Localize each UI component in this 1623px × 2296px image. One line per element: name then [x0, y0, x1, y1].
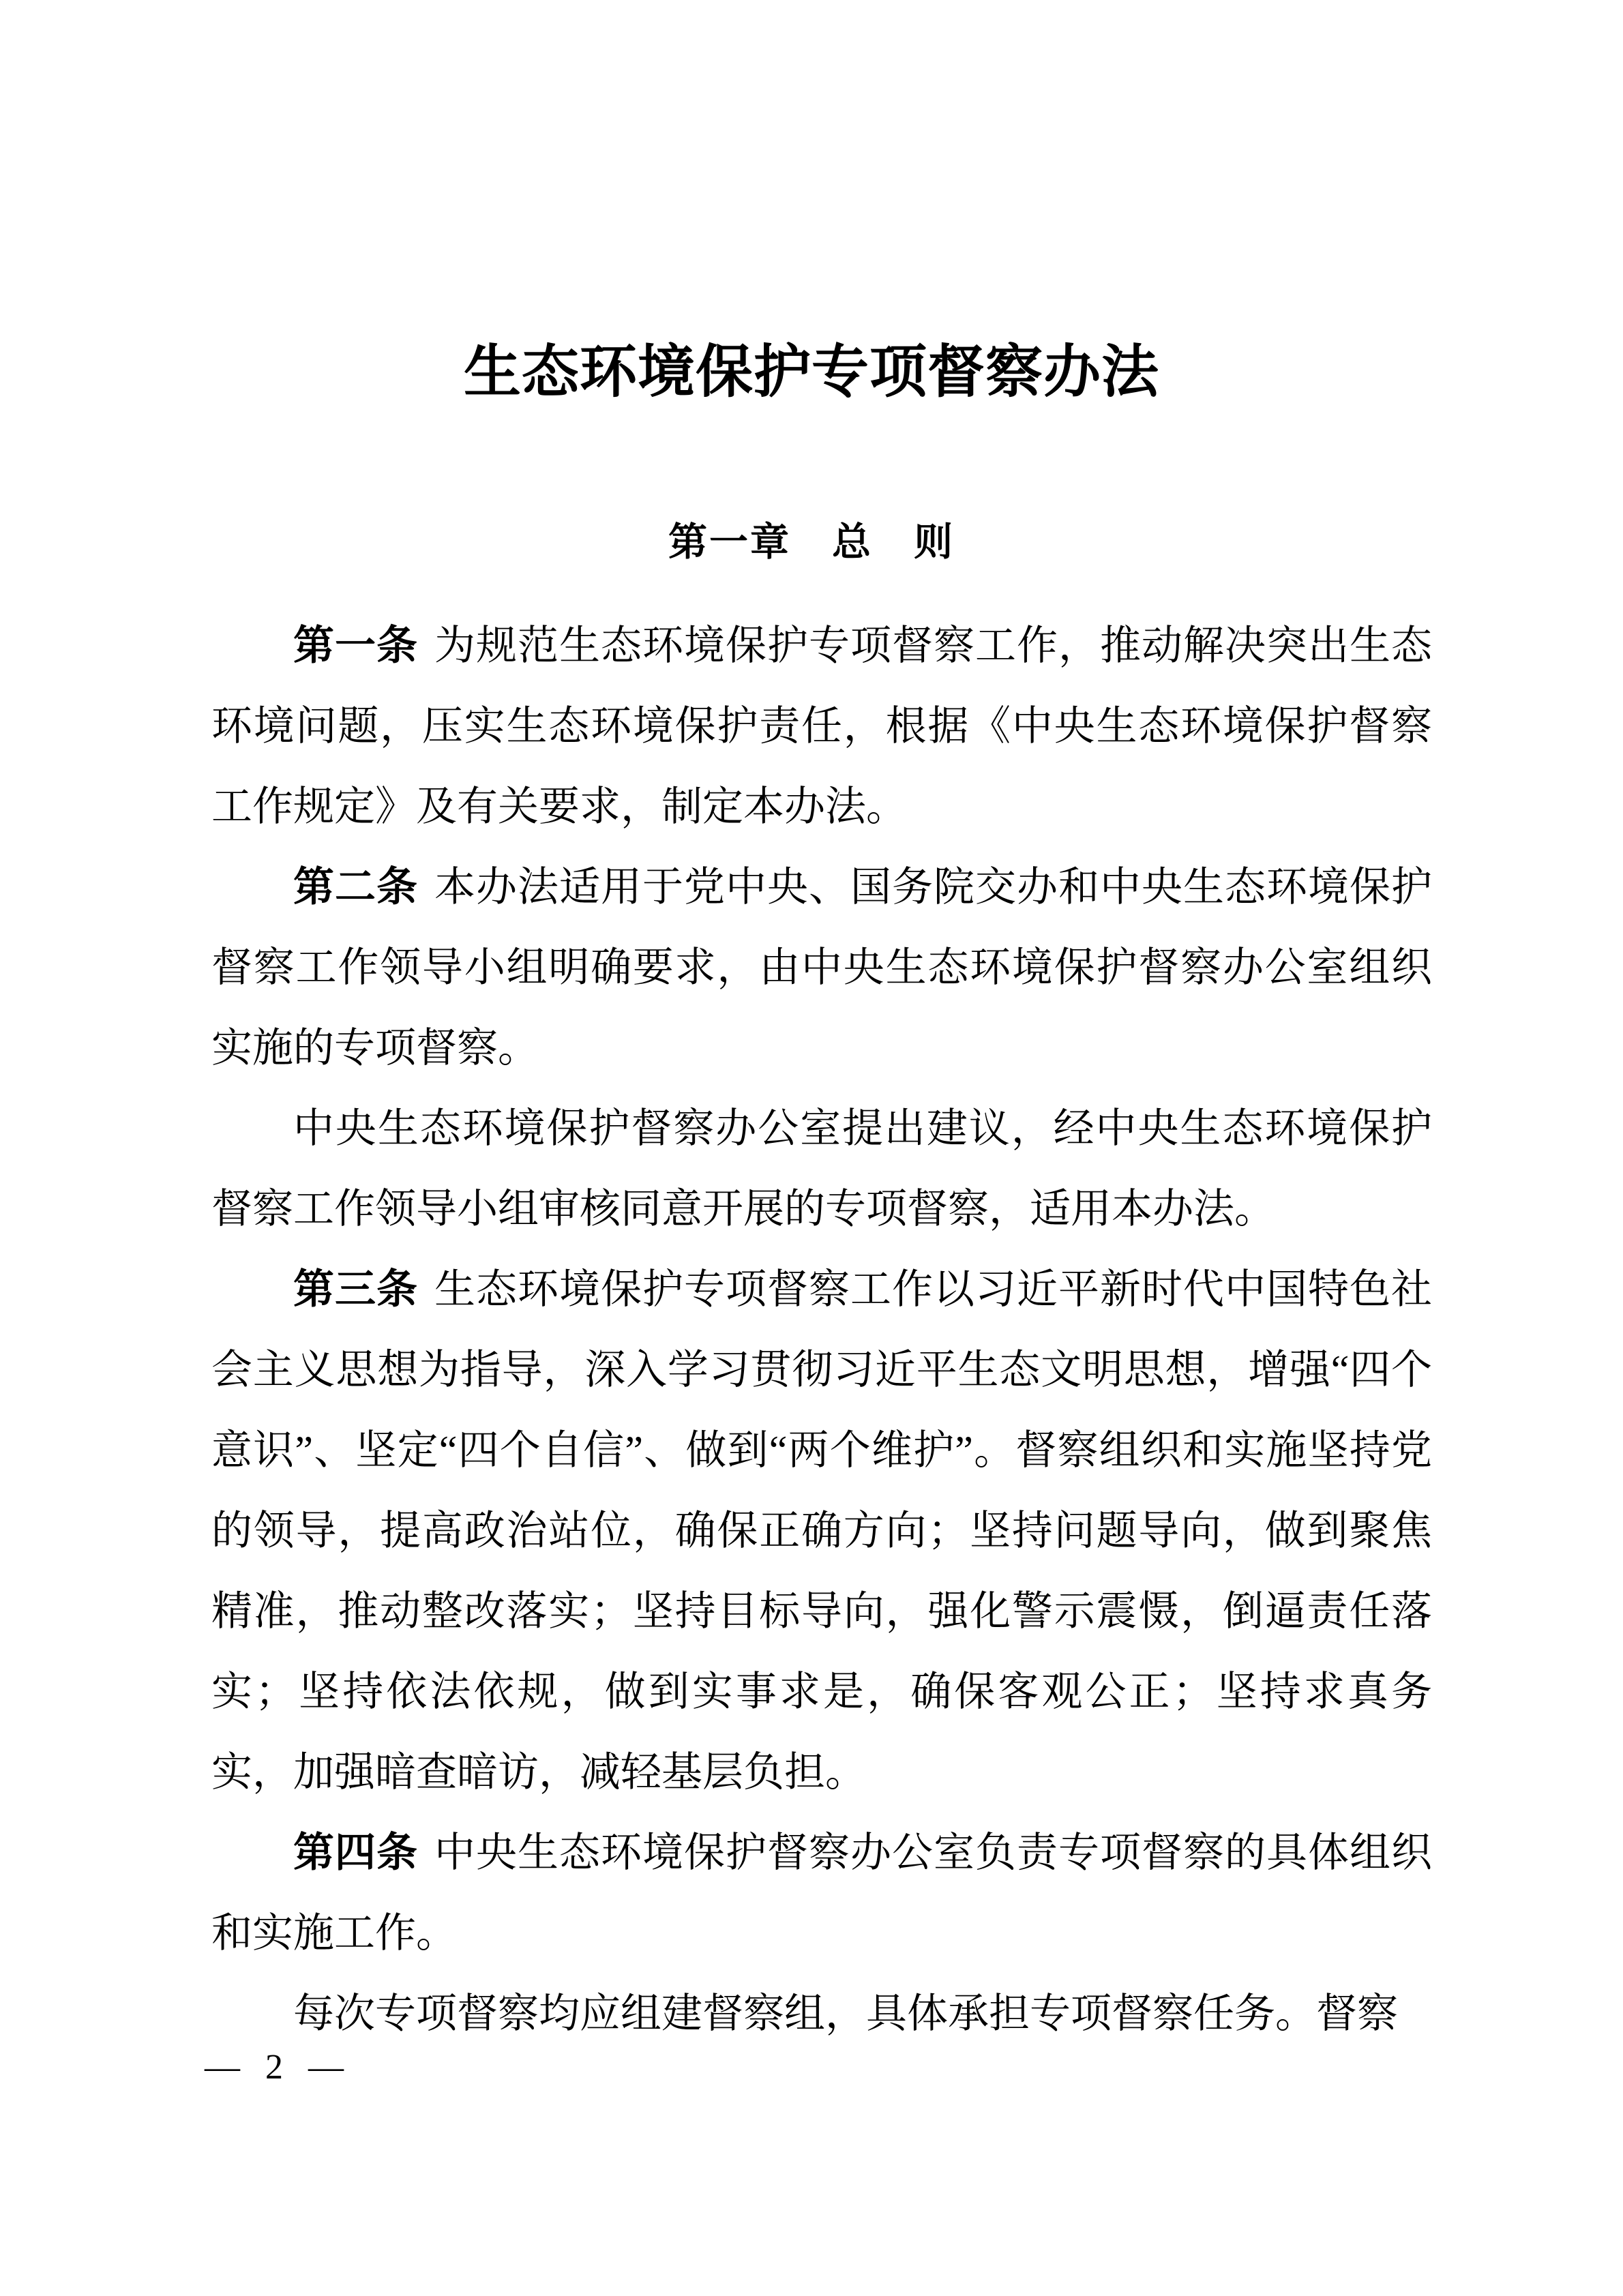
paragraph — [211, 1813, 1432, 1973]
paragraph-text: 每次专项督察均应组建督察组，具体承担专项督察任务。督察 — [293, 1991, 1398, 2036]
page-number: — 2 — — [205, 2048, 344, 2087]
paragraph-text: 本办法适用于党中央、国务院交办和中央生态环境保护督察工作领导小组明确要求，由中央生态环境保护督察办公室组织实施的专项督察。 — [211, 865, 1432, 1071]
chapter-heading: 第一章 总 则 — [668, 520, 955, 564]
paragraph-text: 中央生态环境保护督察办公室负责专项督察的具体组织和实施工作。 — [211, 1830, 1432, 1956]
paragraph — [211, 1088, 1432, 1249]
paragraph — [211, 606, 1432, 847]
paragraph — [211, 847, 1432, 1088]
article-label: 第四条 — [293, 1830, 418, 1875]
paragraph-text: 中央生态环境保护督察办公室提出建议，经中央生态环境保护督察工作领导小组审核同意开展的专项督察，适用本办法。 — [211, 1106, 1432, 1232]
paragraph-text: 生态环境保护专项督察工作以习近平新时代中国特色社会主义思想为指导，深入学习贯彻习近平生态文明思想，增强“四个意识”、坚定“四个自信”、做到“两个维护”。督察组织和实施坚持党的领导，提高政治站位，确保正确方向；坚持问题导向，做到聚焦精准，推动整改落实；坚持目标导向，强化警示震慑，倒逼责任落实；坚持依法依规，做到实事求是，确保客观公正；坚持求真务实，加强暗查暗访，减轻基层负担。 — [211, 1267, 1432, 1795]
document-title: 生态环境保护专项督察办法 — [463, 341, 1159, 404]
article-label: 第一条 — [293, 623, 418, 668]
paragraph — [211, 1249, 1432, 1813]
paragraph — [211, 1973, 1432, 2054]
paragraph-text: 为规范生态环境保护专项督察工作，推动解决突出生态环境问题，压实生态环境保护责任，根据《中央生态环境保护督察工作规定》及有关要求，制定本办法。 — [211, 623, 1432, 829]
article-label: 第三条 — [293, 1266, 418, 1312]
body-text — [211, 606, 1432, 2054]
article-label: 第二条 — [293, 864, 418, 910]
